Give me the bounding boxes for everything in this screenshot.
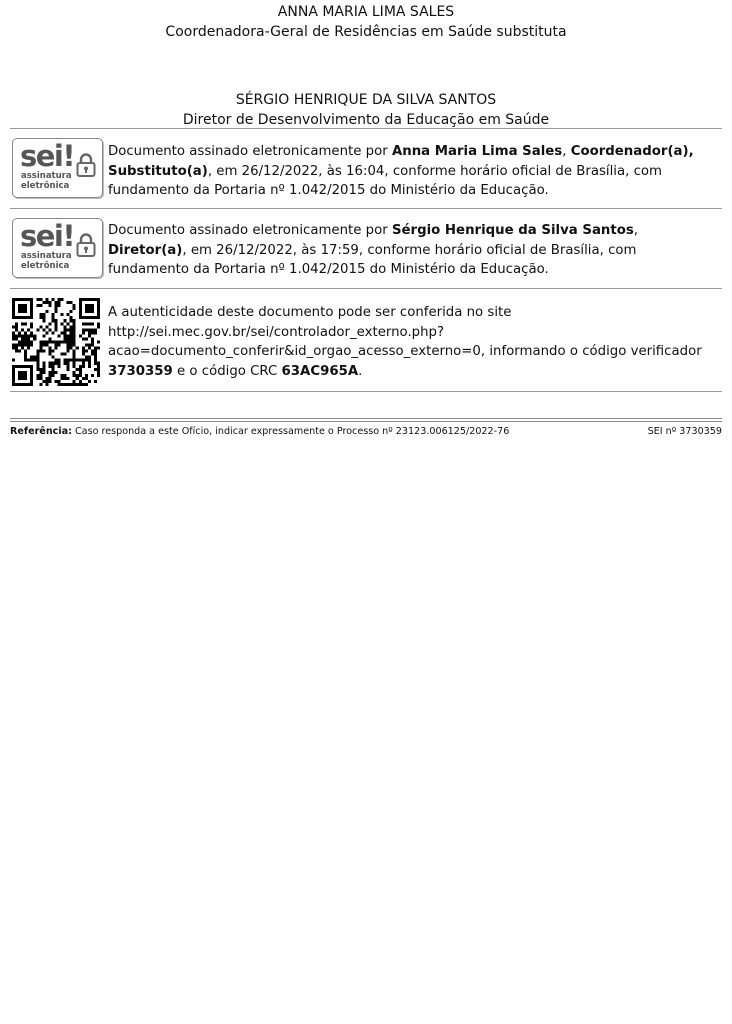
- verification-crc: 63AC965A: [281, 363, 359, 379]
- divider: [10, 128, 722, 129]
- signature-text-1: [108, 142, 720, 201]
- verification-mid: e o código CRC: [172, 363, 282, 379]
- verification-url: http://sei.mec.gov.br/sei/controlador_externo.php?: [108, 324, 445, 340]
- sei-logo-word: sei!: [20, 219, 75, 253]
- sei-logo: [12, 138, 103, 198]
- signature-1-suffix: , em 26/12/2022, às 16:04, conforme horário oficial de Brasília, com fundamento da Portaria nº 1.042/2015 do Ministério da Educação.: [108, 163, 662, 198]
- signature-2-prefix: Documento assinado eletronicamente por: [108, 223, 392, 238]
- verification-line-4: [108, 362, 720, 382]
- sei-logo-caption-line2: eletrônica: [21, 180, 70, 191]
- signature-block-2: [10, 217, 722, 281]
- signature-block-1: [10, 137, 722, 201]
- verification-line-1: A autenticidade deste documento pode ser conferida no site: [108, 305, 512, 320]
- footer: [10, 426, 722, 438]
- sei-logo-caption-line1: assinatura: [21, 251, 72, 261]
- footer-divider: [10, 421, 722, 422]
- signature-2-sep: ,: [633, 223, 639, 238]
- signature-text-2: [108, 221, 720, 280]
- verification-end: .: [358, 363, 363, 379]
- footer-divider: [10, 418, 722, 419]
- divider: [10, 288, 722, 289]
- footer-sei-number: SEI nº 3730359: [647, 426, 722, 437]
- sei-logo-caption-line2: eletrônica: [21, 260, 70, 271]
- signatory-1-name: ANNA MARIA LIMA SALES: [277, 4, 455, 20]
- sei-logo-caption-line1: assinatura: [21, 171, 72, 181]
- signature-1-prefix: Documento assinado eletronicamente por: [108, 144, 392, 159]
- signatory-1-title: Coordenadora-Geral de Residências em Saúde substituta: [165, 24, 567, 40]
- signatory-2-title: Diretor de Desenvolvimento da Educação em Saúde: [182, 112, 550, 128]
- divider: [10, 391, 722, 392]
- qr-code-icon: [12, 298, 100, 386]
- sei-logo: [12, 218, 103, 278]
- sei-logo-caption: [21, 172, 72, 191]
- signature-1-name: Anna Maria Lima Sales: [391, 144, 563, 159]
- sei-logo-word: sei!: [20, 139, 75, 173]
- divider: [10, 208, 722, 209]
- lock-icon: [76, 233, 96, 261]
- footer-reference-text: Caso responda a este Ofício, indicar expressamente o Processo nº 23123.006125/2022-76: [71, 426, 510, 437]
- signature-2-suffix: , em 26/12/2022, às 17:59, conforme horário oficial de Brasília, com fundamento da Portaria nº 1.042/2015 do Ministério da Educação.: [108, 242, 637, 277]
- signature-1-sep: ,: [562, 144, 571, 159]
- signatory-1-block: [0, 2, 732, 42]
- signature-2-name: Sérgio Henrique da Silva Santos: [391, 223, 634, 238]
- verification-code: 3730359: [108, 363, 173, 379]
- lock-icon: [76, 153, 96, 181]
- footer-label: Referência:: [10, 426, 72, 437]
- verification-line-3: acao=documento_conferir&id_orgao_acesso_externo=0, informando o código verificador: [108, 344, 702, 359]
- verification-text: [108, 303, 720, 381]
- signature-2-role: Diretor(a): [108, 242, 183, 258]
- signatory-2-name: SÉRGIO HENRIQUE DA SILVA SANTOS: [235, 92, 497, 108]
- signatory-2-block: [0, 90, 732, 130]
- verification-block: [10, 298, 722, 388]
- sei-logo-caption: [21, 252, 72, 271]
- signature-1-role: Coordenador(a), Substituto(a): [108, 144, 694, 179]
